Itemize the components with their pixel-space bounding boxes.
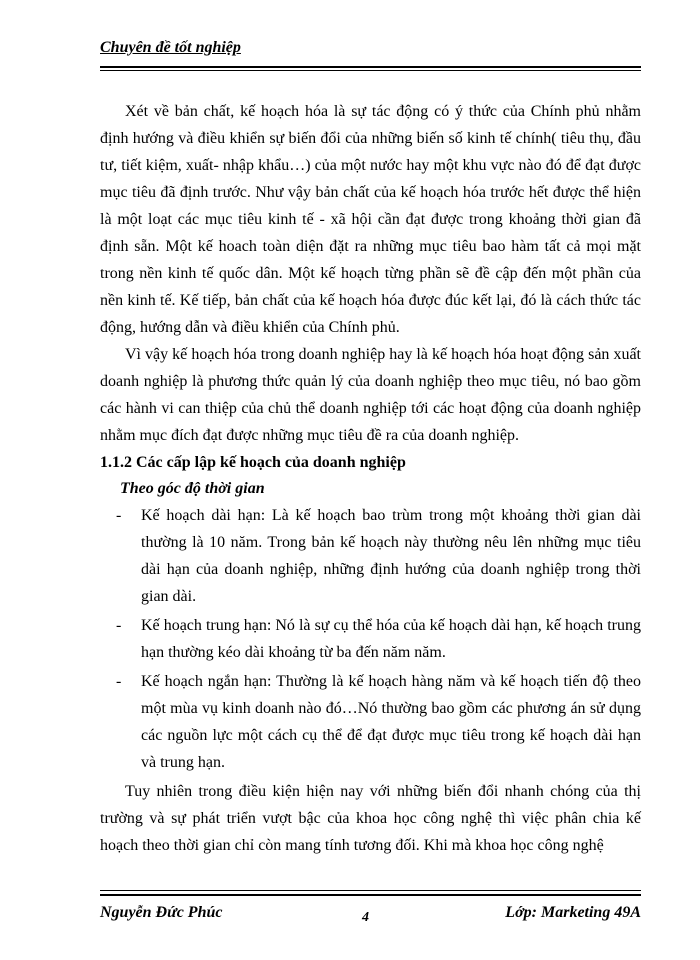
list-item-text: Kế hoạch trung hạn: Nó là sự cụ thể hóa của kế hoạch dài hạn, kế hoạch trung hạn thường kéo dài khoảng từ ba đến năm năm. [141,617,641,661]
footer-rule [100,894,641,896]
bullet-dash: - [116,507,122,524]
section-subheading: Theo góc độ thời gian [120,480,265,497]
footer-rule-thin [100,890,641,891]
paragraph-2: Vì vậy kế hoạch hóa trong doanh nghiệp hay là kế hoạch hóa hoạt động sản xuất doanh nghiệp là phương thức quản lý của doanh nghiệp theo mục tiêu, nó bao gồm các hành vi can thiệp của chủ thể doanh nghiệp tới các hoạt động của doanh nghiệp nhằm mục đích đạt được những mục tiêu đề ra của doanh nghiệp. [100,346,641,444]
paragraph-1: Xét về bản chất, kế hoạch hóa là sự tác động có ý thức của Chính phủ nhằm định hướng và điều khiển sự biến đổi của những biến số kinh tế chính( tiêu thụ, đầu tư, tiết kiệm, xuất- nhập khẩu…) của một nước hay một khu vực nào đó để đạt được mục tiêu đã định trước. Như vậy bản chất của kế hoạch hóa trước hết được thể hiện là một loạt các mục tiêu kinh tế - xã hội cần đạt được trong khoảng thời gian đã định sẵn. Một kế hoach toàn diện đặt ra những mục tiêu bao hàm tất cả mọi mặt trong nền kinh tế quốc dân. Một kế hoạch từng phần sẽ đề cập đến một phần của nền kinh tế. Kế tiếp, bản chất của kế hoạch hóa được đúc kết lại, đó là cách thức tác động, hướng dẫn và điều khiển của Chính phủ. [100,103,641,336]
bullet-dash: - [116,673,122,690]
list-item [100,668,641,776]
bullet-list [100,502,641,776]
paragraph-3: Tuy nhiên trong điều kiện hiện nay với những biến đổi nhanh chóng của thị trường và sự phát triển vượt bậc của khoa học công nghệ thì việc phân chia kế hoạch theo thời gian chỉ còn mang tính tương đối. Khi mà khoa học công nghệ [100,783,641,854]
list-item [100,502,641,610]
page-number: 4 [362,910,369,925]
section-heading: 1.1.2 Các cấp lập kế hoạch của doanh nghiệp [100,454,406,471]
document-body [100,98,641,859]
footer-author: Nguyễn Đức Phúc [100,904,223,921]
header-rule-thin [100,70,641,71]
list-item-text: Kế hoạch ngắn hạn: Thường là kế hoạch hàng năm và kế hoạch tiến độ theo một mùa vụ kinh doanh nào đó…Nó thường bao gồm các phương án sử dụng các nguồn lực một cách cụ thể để đạt được mục tiêu trong kế hoạch dài hạn và trung hạn. [141,673,641,771]
header-rule [100,66,641,68]
footer-class: Lớp: Marketing 49A [505,904,641,921]
bullet-dash: - [116,617,122,634]
list-item-text: Kế hoạch dài hạn: Là kế hoạch bao trùm trong một khoảng thời gian dài thường là 10 năm. Trong bản kế hoạch này thường nêu lên những mục tiêu dài hạn của doanh nghiệp, những định hướng của doanh nghiệp trong thời gian dài. [141,507,641,605]
list-item [100,612,641,666]
header-title: Chuyên đề tốt nghiệp [100,39,241,56]
